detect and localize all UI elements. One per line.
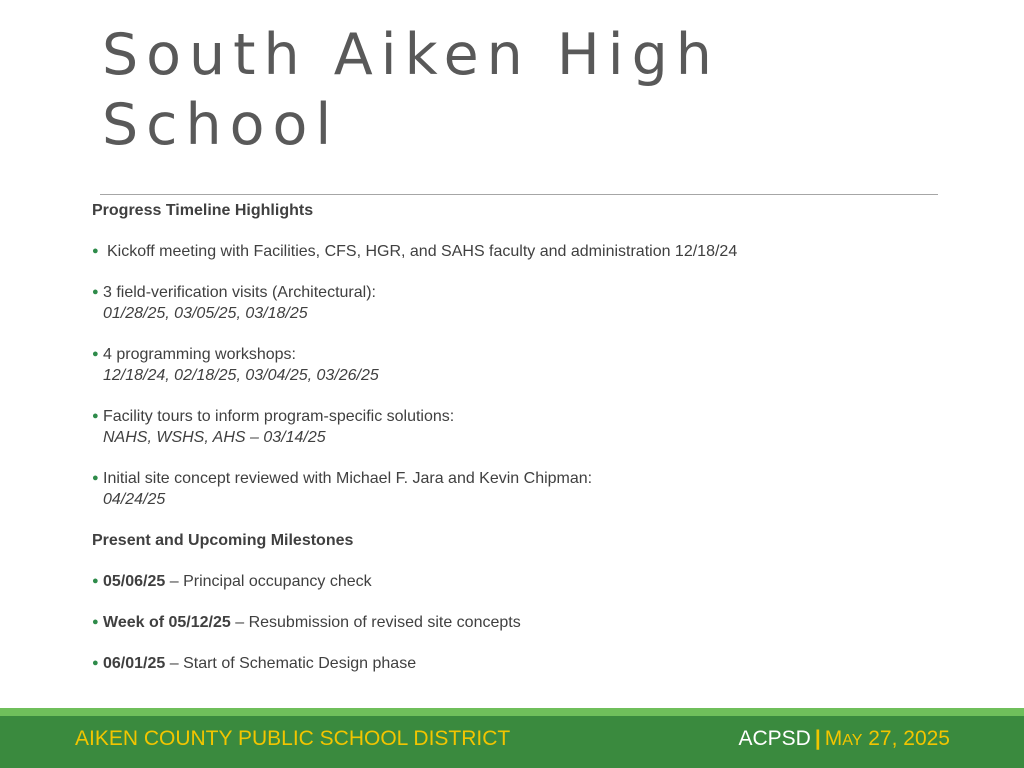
slide-content bbox=[92, 200, 972, 674]
milestones-heading: Present and Upcoming Milestones bbox=[92, 532, 354, 549]
slide-title-line-2: School bbox=[102, 92, 340, 158]
footer-district-name: AIKEN COUNTY PUBLIC SCHOOL DISTRICT bbox=[75, 727, 511, 750]
milestone-date: Week of 05/12/25 bbox=[103, 614, 231, 631]
timeline-item-4 bbox=[92, 406, 972, 448]
bullet-dot-icon: ● bbox=[92, 286, 99, 298]
bullet-dot-icon: ● bbox=[92, 245, 99, 257]
timeline-item-5 bbox=[92, 468, 972, 510]
footer-date-smallcaps: AY bbox=[842, 732, 863, 749]
timeline-item-1 bbox=[92, 241, 972, 262]
timeline-item-detail: 04/24/25 bbox=[103, 491, 166, 508]
bullet-dot-icon: ● bbox=[92, 575, 99, 587]
slide-title-line-1: South Aiken High bbox=[102, 22, 720, 88]
footer-accent-band bbox=[0, 708, 1024, 716]
bullet-dot-icon: ● bbox=[92, 410, 99, 422]
bullet-dot-icon: ● bbox=[92, 348, 99, 360]
bullet-dot-icon: ● bbox=[92, 616, 99, 628]
milestone-item-2 bbox=[92, 612, 972, 633]
milestone-date: 06/01/25 bbox=[103, 655, 166, 672]
footer-date-tail: 27, 2025 bbox=[862, 727, 950, 750]
timeline-item-3 bbox=[92, 344, 972, 386]
slide-title bbox=[102, 20, 720, 160]
timeline-item-text: Kickoff meeting with Facilities, CFS, HGR, and SAHS faculty and administration 12/18/24 bbox=[107, 243, 738, 260]
footer-separator: | bbox=[814, 727, 821, 750]
timeline-heading: Progress Timeline Highlights bbox=[92, 202, 314, 219]
timeline-item-detail: 01/28/25, 03/05/25, 03/18/25 bbox=[103, 305, 308, 322]
milestone-date: 05/06/25 bbox=[103, 573, 166, 590]
bullet-dot-icon: ● bbox=[92, 472, 99, 484]
timeline-item-text: Facility tours to inform program-specific solutions: bbox=[103, 408, 455, 425]
footer-org: ACPSD bbox=[738, 727, 811, 750]
milestone-item-3 bbox=[92, 653, 972, 674]
milestone-text: – Principal occupancy check bbox=[169, 573, 372, 590]
timeline-item-detail: 12/18/24, 02/18/25, 03/04/25, 03/26/25 bbox=[103, 367, 379, 384]
footer-date bbox=[825, 727, 950, 750]
timeline-item-detail: NAHS, WSHS, AHS – 03/14/25 bbox=[103, 429, 326, 446]
milestone-text: – Resubmission of revised site concepts bbox=[235, 614, 521, 631]
timeline-item-text: Initial site concept reviewed with Michael F. Jara and Kevin Chipman: bbox=[103, 470, 593, 487]
milestone-item-1 bbox=[92, 571, 972, 592]
timeline-item-2 bbox=[92, 282, 972, 324]
slide-footer bbox=[0, 716, 1024, 768]
title-divider bbox=[100, 194, 938, 195]
footer-date-initial: M bbox=[824, 727, 843, 750]
footer-org-date bbox=[739, 726, 951, 754]
timeline-item-text: 3 field-verification visits (Architectural): bbox=[103, 284, 376, 301]
milestone-text: – Start of Schematic Design phase bbox=[169, 655, 417, 672]
bullet-dot-icon: ● bbox=[92, 657, 99, 669]
timeline-item-text: 4 programming workshops: bbox=[103, 346, 296, 363]
